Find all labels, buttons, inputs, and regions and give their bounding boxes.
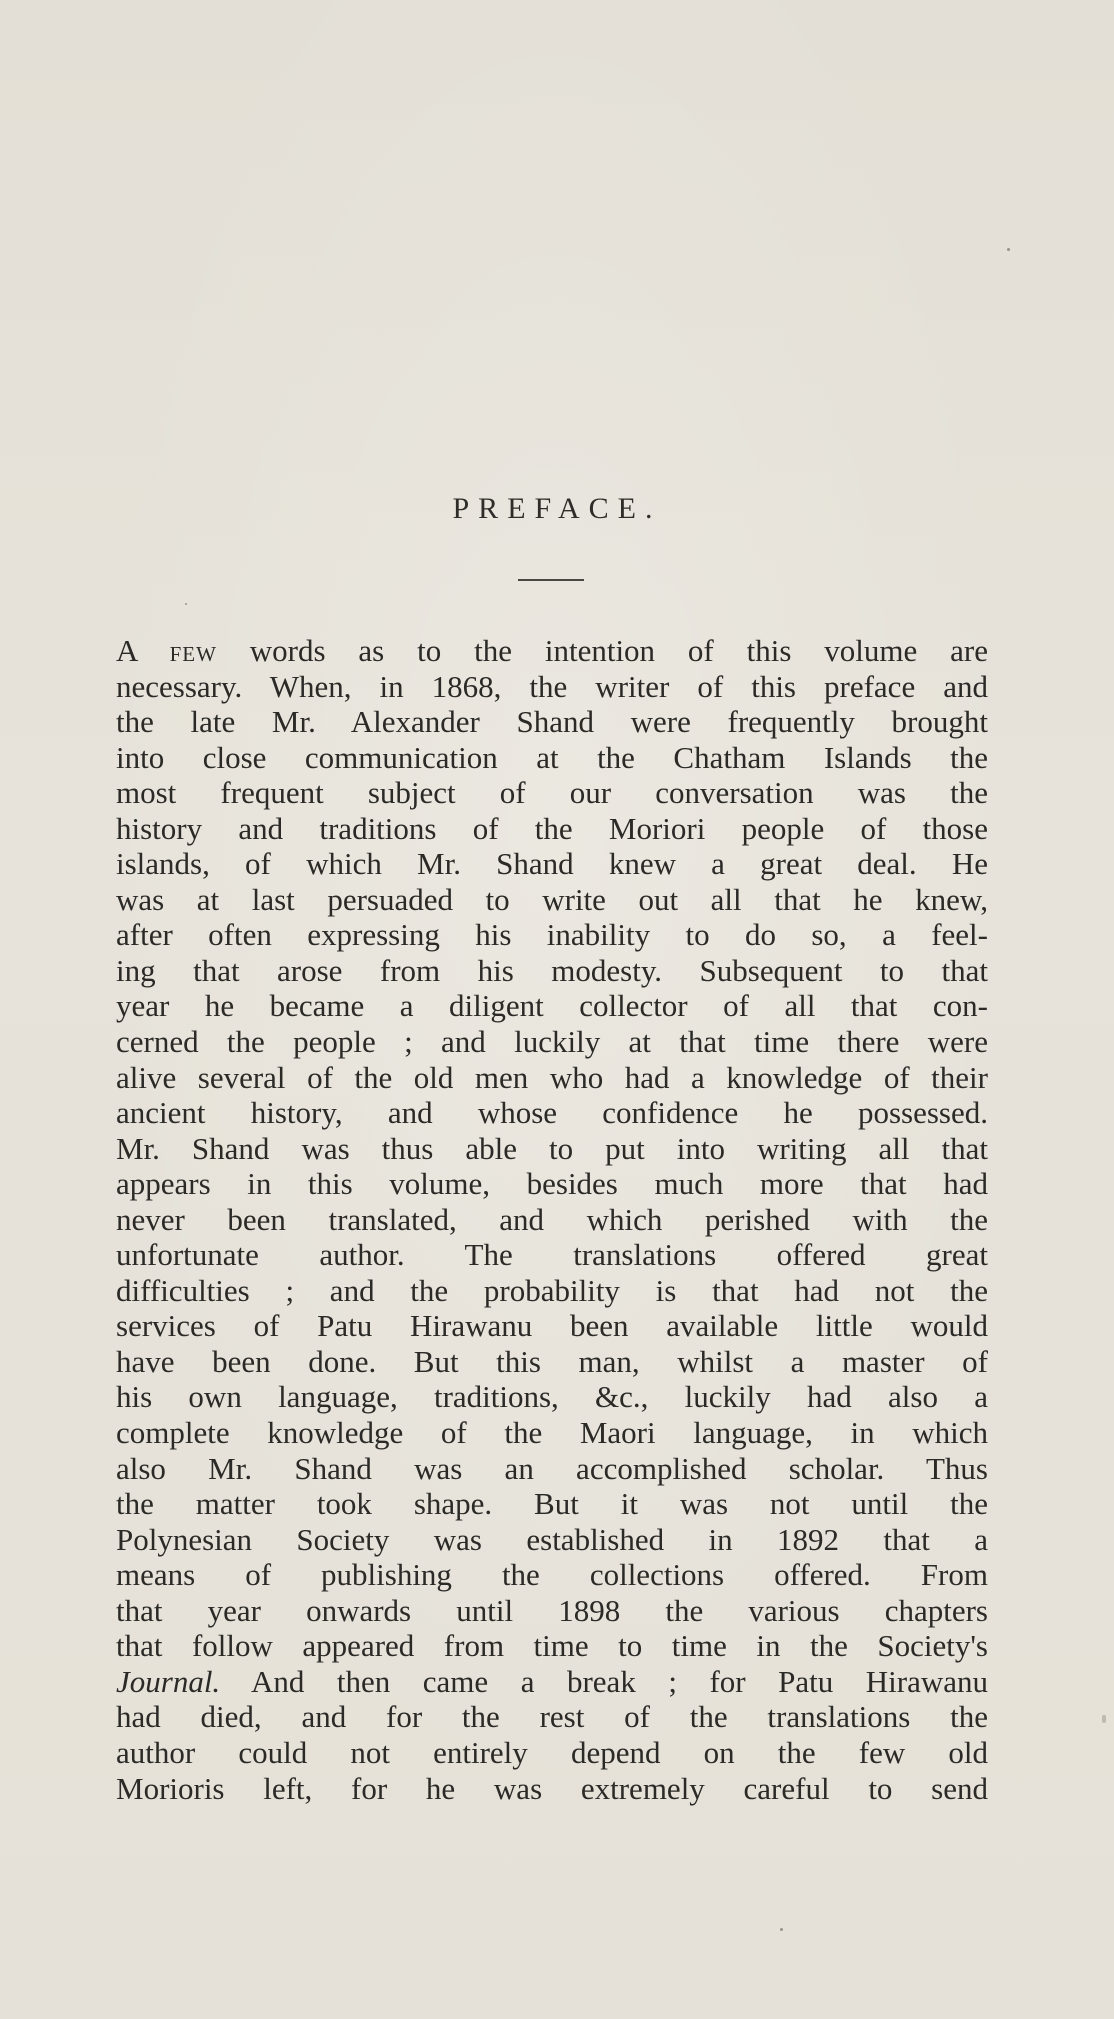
text-line: the late Mr. Alexander Shand were frequently brought [116, 704, 988, 740]
text-line: author could not entirely depend on the few old [116, 1734, 988, 1770]
text-line: Mr. Shand was thus able to put into writing all that [116, 1130, 988, 1166]
preface-body [116, 633, 988, 1806]
text-line: also Mr. Shand was an accomplished scholar. Thus [116, 1450, 988, 1486]
text-line: appears in this volume, besides much more that had [116, 1166, 988, 1202]
text-line: into close communication at the Chatham Islands the [116, 739, 988, 775]
text-line: most frequent subject of our conversation was the [116, 775, 988, 811]
text-line: Morioris left, for he was extremely careful to send [116, 1770, 988, 1806]
text-line: Journal. And then came a break ; for Patu Hirawanu [116, 1663, 988, 1699]
text-line: never been translated, and which perished with the [116, 1201, 988, 1237]
text-line: unfortunate author. The translations offered great [116, 1237, 988, 1273]
text-line: that year onwards until 1898 the various chapters [116, 1592, 988, 1628]
title-divider [518, 579, 584, 581]
text-line: means of publishing the collections offered. From [116, 1557, 988, 1593]
text-line: necessary. When, in 1868, the writer of this preface and [116, 668, 988, 704]
text-line: ancient history, and whose confidence he possessed. [116, 1095, 988, 1131]
text-line: had died, and for the rest of the translations the [116, 1699, 988, 1735]
text-line: difficulties ; and the probability is that had not the [116, 1272, 988, 1308]
text-line: have been done. But this man, whilst a master of [116, 1343, 988, 1379]
text-line: was at last persuaded to write out all that he knew, [116, 881, 988, 917]
text-line: history and traditions of the Moriori people of those [116, 810, 988, 846]
small-caps-word: FEW [169, 642, 217, 666]
text-line: the matter took shape. But it was not until the [116, 1486, 988, 1522]
text-line: after often expressing his inability to do so, a feel- [116, 917, 988, 953]
text-line: ing that arose from his modesty. Subsequent to that [116, 952, 988, 988]
dropcap-letter: A [116, 633, 137, 668]
page-title: PREFACE. [452, 492, 662, 525]
paper-speck [1102, 1715, 1106, 1723]
paper-speck [185, 603, 187, 605]
text-line: complete knowledge of the Maori language, in which [116, 1415, 988, 1451]
text-line: services of Patu Hirawanu been available little would [116, 1308, 988, 1344]
text-line: islands, of which Mr. Shand knew a great deal. He [116, 846, 988, 882]
text-line: his own language, traditions, &c., luckily had also a [116, 1379, 988, 1415]
text-line: cerned the people ; and luckily at that time there were [116, 1024, 988, 1060]
text-line: alive several of the old men who had a knowledge of their [116, 1059, 988, 1095]
text-line: that follow appeared from time to time in the Society's [116, 1628, 988, 1664]
journal-title: Journal. [116, 1663, 221, 1699]
text-line: A FEW words as to the intention of this volume are [116, 633, 988, 668]
text-line: Polynesian Society was established in 1892 that a [116, 1521, 988, 1557]
paper-speck [1007, 248, 1010, 251]
text-line: year he became a diligent collector of all that con- [116, 988, 988, 1024]
paper-speck [780, 1928, 783, 1931]
